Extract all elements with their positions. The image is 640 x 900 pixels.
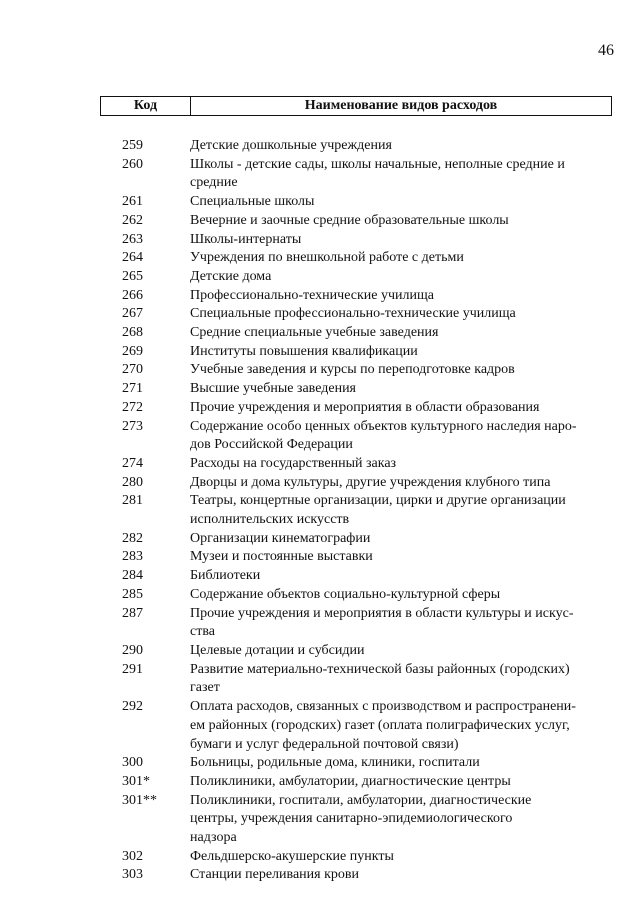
row-name-line: Высшие учебные заведения — [190, 381, 356, 397]
row-code: 260 — [122, 156, 143, 172]
table-row — [0, 548, 640, 567]
table-row — [0, 343, 640, 362]
row-name — [190, 137, 610, 156]
row-code: 264 — [122, 250, 143, 266]
row-name-line: Развитие материально-технической базы районных (городских) — [190, 661, 570, 677]
row-name-line: Содержание объектов социально-культурной сферы — [190, 586, 501, 602]
table-row — [0, 586, 640, 605]
row-name-line: Учебные заведения и курсы по переподготовке кадров — [190, 362, 515, 378]
row-name — [190, 605, 610, 642]
row-name — [190, 287, 610, 306]
header-code: Код — [101, 97, 191, 115]
row-name — [190, 642, 610, 661]
row-code: 301* — [122, 773, 150, 789]
row-name — [190, 305, 610, 324]
row-name-line: исполнительских искусств — [190, 512, 350, 528]
table-row — [0, 399, 640, 418]
row-code: 284 — [122, 568, 143, 584]
row-code: 285 — [122, 586, 143, 602]
row-code: 300 — [122, 755, 143, 771]
row-name-line: Музеи и постоянные выставки — [190, 549, 373, 565]
row-name — [190, 773, 610, 792]
row-code: 302 — [122, 848, 143, 864]
row-code: 263 — [122, 231, 143, 247]
table-row — [0, 530, 640, 549]
table-row — [0, 866, 640, 885]
row-name — [190, 698, 610, 754]
row-name-line: Прочие учреждения и мероприятия в области культуры и искус- — [190, 605, 574, 621]
row-name — [190, 212, 610, 231]
row-code: 274 — [122, 455, 143, 471]
table-row — [0, 567, 640, 586]
row-code: 282 — [122, 530, 143, 546]
row-name — [190, 661, 610, 698]
row-name-line: Больницы, родильные дома, клиники, госпитали — [190, 755, 480, 771]
table-row — [0, 698, 640, 754]
row-name-line: Средние специальные учебные заведения — [190, 325, 439, 341]
table-row — [0, 773, 640, 792]
table-row — [0, 474, 640, 493]
header-name: Наименование видов расходов — [304, 98, 498, 113]
row-name-line: Специальные профессионально-технические училища — [190, 306, 516, 322]
row-name — [190, 492, 610, 529]
table-row — [0, 287, 640, 306]
row-name-line: Школы - детские сады, школы начальные, неполные средние и — [190, 156, 565, 172]
row-code: 283 — [122, 549, 143, 565]
row-name — [190, 268, 610, 287]
table-row — [0, 324, 640, 343]
row-code: 269 — [122, 343, 143, 359]
row-name — [190, 399, 610, 418]
row-name — [190, 754, 610, 773]
row-name-line: дов Российской Федерации — [190, 437, 353, 453]
row-code: 265 — [122, 268, 143, 284]
row-code: 291 — [122, 661, 143, 677]
row-name-line: Станции переливания крови — [190, 867, 359, 883]
row-name — [190, 792, 610, 848]
row-name-line: Дворцы и дома культуры, другие учреждения клубного типа — [190, 474, 551, 490]
row-name — [190, 548, 610, 567]
row-name-line: Прочие учреждения и мероприятия в области образования — [190, 399, 540, 415]
row-name — [190, 380, 610, 399]
row-code: 271 — [122, 381, 143, 397]
row-name — [190, 418, 610, 455]
row-name — [190, 455, 610, 474]
row-code: 267 — [122, 306, 143, 322]
table-row — [0, 305, 640, 324]
row-name-line: Содержание особо ценных объектов культурного наследия наро- — [190, 418, 577, 434]
row-name-line: Школы-интернаты — [190, 231, 302, 247]
row-code: 280 — [122, 474, 143, 490]
table-row — [0, 137, 640, 156]
row-name — [190, 530, 610, 549]
row-name-line: ем районных (городских) газет (оплата полиграфических услуг, — [190, 717, 570, 733]
table-header — [100, 96, 612, 116]
row-name-line: Детские дома — [190, 268, 272, 284]
row-name — [190, 193, 610, 212]
row-name-line: Организации кинематографии — [190, 530, 371, 546]
row-name — [190, 343, 610, 362]
row-code: 266 — [122, 287, 143, 303]
table-row — [0, 380, 640, 399]
row-name-line: Оплата расходов, связанных с производством и распространени- — [190, 699, 576, 715]
row-name-line: средние — [190, 175, 238, 191]
table-row — [0, 361, 640, 380]
row-code: 268 — [122, 325, 143, 341]
row-name — [190, 586, 610, 605]
row-name-line: газет — [190, 680, 220, 696]
row-name — [190, 848, 610, 867]
row-name-line: Детские дошкольные учреждения — [190, 138, 392, 153]
table-body — [0, 137, 640, 885]
row-name-line: Институты повышения квалификации — [190, 343, 418, 359]
row-name-line: Специальные школы — [190, 194, 315, 210]
table-row — [0, 268, 640, 287]
row-name — [190, 231, 610, 250]
table-row — [0, 418, 640, 455]
table-row — [0, 231, 640, 250]
row-code: 261 — [122, 194, 143, 210]
row-name — [190, 567, 610, 586]
row-name-line: Библиотеки — [190, 568, 261, 584]
table-row — [0, 661, 640, 698]
row-name-line: Расходы на государственный заказ — [190, 455, 397, 471]
row-code: 287 — [122, 605, 143, 621]
row-name — [190, 324, 610, 343]
row-code: 270 — [122, 362, 143, 378]
table-row — [0, 156, 640, 193]
row-code: 281 — [122, 493, 143, 509]
row-code: 292 — [122, 699, 143, 715]
row-code: 262 — [122, 212, 143, 228]
table-row — [0, 492, 640, 529]
row-name-line: Поликлиники, госпитали, амбулатории, диагностические — [190, 792, 532, 808]
row-name-line: Фельдшерско-акушерские пункты — [190, 848, 394, 864]
table-row — [0, 193, 640, 212]
row-name — [190, 156, 610, 193]
row-name-line: Театры, концертные организации, цирки и другие организации — [190, 493, 566, 509]
row-name-line: Учреждения по внешкольной работе с детьми — [190, 250, 464, 266]
row-name-line: надзора — [190, 830, 237, 846]
row-code: 290 — [122, 642, 143, 658]
row-name — [190, 361, 610, 380]
row-name-line: бумаги и услуг федеральной почтовой связи) — [190, 736, 459, 752]
row-code: 303 — [122, 867, 143, 883]
table-row — [0, 642, 640, 661]
table-row — [0, 212, 640, 231]
table-row — [0, 455, 640, 474]
row-name — [190, 249, 610, 268]
row-name — [190, 474, 610, 493]
row-name-line: центры, учреждения санитарно-эпидемиологического — [190, 811, 513, 827]
page-number: 46 — [598, 42, 614, 59]
row-name-line: Вечерние и заочные средние образовательные школы — [190, 212, 509, 228]
row-code: 259 — [122, 138, 143, 153]
row-code: 273 — [122, 418, 143, 434]
table-row — [0, 754, 640, 773]
row-name-line: Поликлиники, амбулатории, диагностические центры — [190, 773, 511, 789]
row-name — [190, 866, 610, 885]
row-code: 301** — [122, 792, 157, 808]
row-code: 272 — [122, 399, 143, 415]
table-row — [0, 605, 640, 642]
table-row — [0, 848, 640, 867]
table-row — [0, 249, 640, 268]
row-name-line: Целевые дотации и субсидии — [190, 642, 365, 658]
row-name-line: Профессионально-технические училища — [190, 287, 434, 303]
table-row — [0, 792, 640, 848]
row-name-line: ства — [190, 624, 215, 640]
